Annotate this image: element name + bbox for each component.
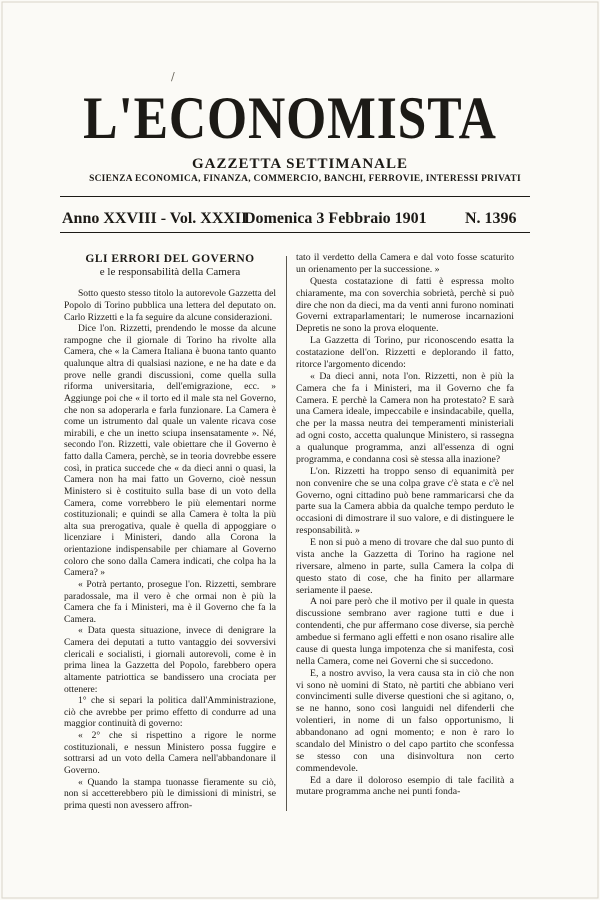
right-column-paragraph: E, a nostro avviso, la vera causa sta in ciò che non vi sono nè uomini di Stato, nè partiti che abbiano veri convincimenti sulle diverse questioni che si agitano, o, se ne hanno, sono così languidi nel difenderli che volentieri, in nome di un falso opportunismo, li abbandonano ad ogni momento; e non è raro lo scandalo del Ministro o del capo partito che sconfessa se stesso con una disinvoltura non certo commendevole. bbox=[296, 667, 514, 774]
issue-volume: Anno XXVIII - Vol. XXXII bbox=[62, 210, 248, 227]
article-subtitle: e le responsabilità della Camera bbox=[99, 265, 241, 278]
right-column-paragraph: Ed a dare il doloroso esempio di tale facilità a mutare programma anche nei punti fonda- bbox=[296, 774, 514, 798]
left-column-paragraph: « Quando la stampa tuonasse fieramente su ciò, non si accetterebbero più le dimissioni di ministri, se prima questi non avessero affron- bbox=[64, 776, 276, 811]
left-column-paragraph: « 2° che si rispettino a rigore le norme costituzionali, e nessun Ministero possa fuggire e sottrarsi ad un voto della Camera nell'abbandonare il Governo. bbox=[64, 730, 276, 776]
left-column bbox=[64, 252, 276, 811]
masthead-tagline: SCIENZA ECONOMICA, FINANZA, COMMERCIO, BANCHI, FERROVIE, INTERESSI PRIVATI bbox=[89, 174, 521, 184]
masthead-subtitle: GAZZETTA SETTIMANALE bbox=[191, 156, 409, 172]
article-title: GLI ERRORI DEL GOVERNO bbox=[85, 253, 255, 265]
column-divider bbox=[286, 256, 287, 811]
issue-date: Domenica 3 Febbraio 1901 bbox=[244, 210, 427, 227]
right-column-paragraph: tato il verdetto della Camera e dal voto fosse scaturito un orienamento per la successione. » bbox=[296, 252, 514, 275]
issue-number: N. 1396 bbox=[465, 210, 517, 227]
right-column-paragraph: E non si può a meno di trovare che dal suo punto di vista anche la Gazzetta di Torino ha ragione nel riversare, almeno in parte, sulla Camera la colpa di questo stato di cose, che ha finito per allarmare seriamente il paese. bbox=[296, 537, 514, 596]
right-column-paragraph: La Gazzetta di Torino, pur riconoscendo esatta la costatazione dell'on. Rizzetti e deplorando il fatto, ritorce l'argomento dicendo: bbox=[296, 335, 514, 370]
right-column-paragraph: L'on. Rizzetti ha troppo senso di equanimità per non convenire che se una colpa grave c'è stata e c'è nel Governo, ogni cittadino può bene rammaricarsi che da parte sua la Camera abbia da qualche tempo perduto le occasioni di dimostrare il suo valore, e di distinguere le responsabilità. » bbox=[296, 465, 514, 537]
right-column bbox=[296, 252, 514, 798]
right-column-paragraph: « Da dieci anni, nota l'on. Rizzetti, non è più la Camera che fa i Ministeri, ma il Governo che fa Camera. E perchè la Camera non ha protestato? E sarà una Camera ideale, impeccabile e insindacabile, quella, che per la massa neutra dei temperamenti ministeriali ad ogni costo, accetta qualunque Ministero, si rassegna a qualunque programma, anzi all'essenza di ogni programma, e condanna così sè stessa alla inazione? bbox=[296, 370, 514, 465]
masthead-title: L'ECONOMISTA bbox=[83, 85, 497, 151]
print-mark: / bbox=[171, 70, 175, 83]
header-rule-bottom bbox=[60, 232, 530, 233]
left-column-paragraph: « Data questa situazione, invece di denigrare la Camera dei deputati a tutto vantaggio dei sovversivi clericali e socialisti, i giornali autorevoli, come è in prima linea la Gazzetta del Popolo, farebbero opera altamente patriottica se bandissero una crociata per ottenere: bbox=[64, 625, 276, 695]
right-column-paragraph: Questa costatazione di fatti è espressa molto chiaramente, ma con soverchia sobrietà, perchè si può dire che non da dieci, ma da venti anni furono nominati Governi extraparlamentari; le numerose incarnazioni Depretis ne sono la prova eloquente. bbox=[296, 275, 514, 335]
left-column-paragraph: Sotto questo stesso titolo la autorevole Gazzetta del Popolo di Torino pubblica una lettera del deputato on. Carlo Rizzetti e la fa seguire da alcune considerazioni. bbox=[64, 288, 276, 323]
left-column-paragraph: 1° che si separi la politica dall'Amministrazione, ciò che avrebbe per primo effetto di condurre ad una maggior continuità di governo: bbox=[64, 695, 276, 730]
left-column-paragraph: « Potrà pertanto, prosegue l'on. Rizzetti, sembrare paradossale, ma il vero è che ormai non è più la Camera che fa i Ministeri, ma è il Governo che fa la Camera. bbox=[64, 578, 276, 625]
right-column-paragraph: A noi pare però che il motivo per il quale in questa discussione sembrano aver ragione tutti e due i contendenti, che pur affermano cose diverse, sia perchè ambedue si fermano agli effetti e non osano risalire alle cause di questa lunga impotenza che si manifesta, così nella Camera, come nei Governi che si succedono. bbox=[296, 596, 514, 667]
left-column-paragraph: Dice l'on. Rizzetti, prendendo le mosse da alcune rampogne che il giornale di Torino ha rivolte alla Camera, che « la Camera Italiana è buona tanto quanto qualunque altra di qualsiasi nazione, e ne ha date e da prove nelle grandi discussioni, come quella sulla riforma universitaria, dell'emigrazione, ecc. » Aggiunge poi che « il torto ed il male sta nel Governo, che non sa adoperarla e farla funzionare. La Camera è come un istrumento dal quale un valente ricava cose mirabili, e che un inetto sciupa insensatamente ». Né, secondo l'on. Rizzetti, vale obiettare che il Governo è fatto dalla Camera, perchè, se in teoria dovrebbe essere così, in pratica succede che « da dieci anni o quasi, la Camera non ha mai fatto un Governo, cioè nessun Ministero si è costituito sulla base di un voto della Camera, come vorrebbero le più elementari norme costituzionali; e quindi se alla Camera è tolta la più alta sua prerogativa, quale è quella di appoggiare o licenziare i Ministeri, dando alla Corona la orientazione indispensabile per chiamare al Governo coloro che sono dalla Camera indicati, che colpa ha la Camera? » bbox=[64, 323, 276, 579]
header-rule-top bbox=[60, 196, 530, 197]
